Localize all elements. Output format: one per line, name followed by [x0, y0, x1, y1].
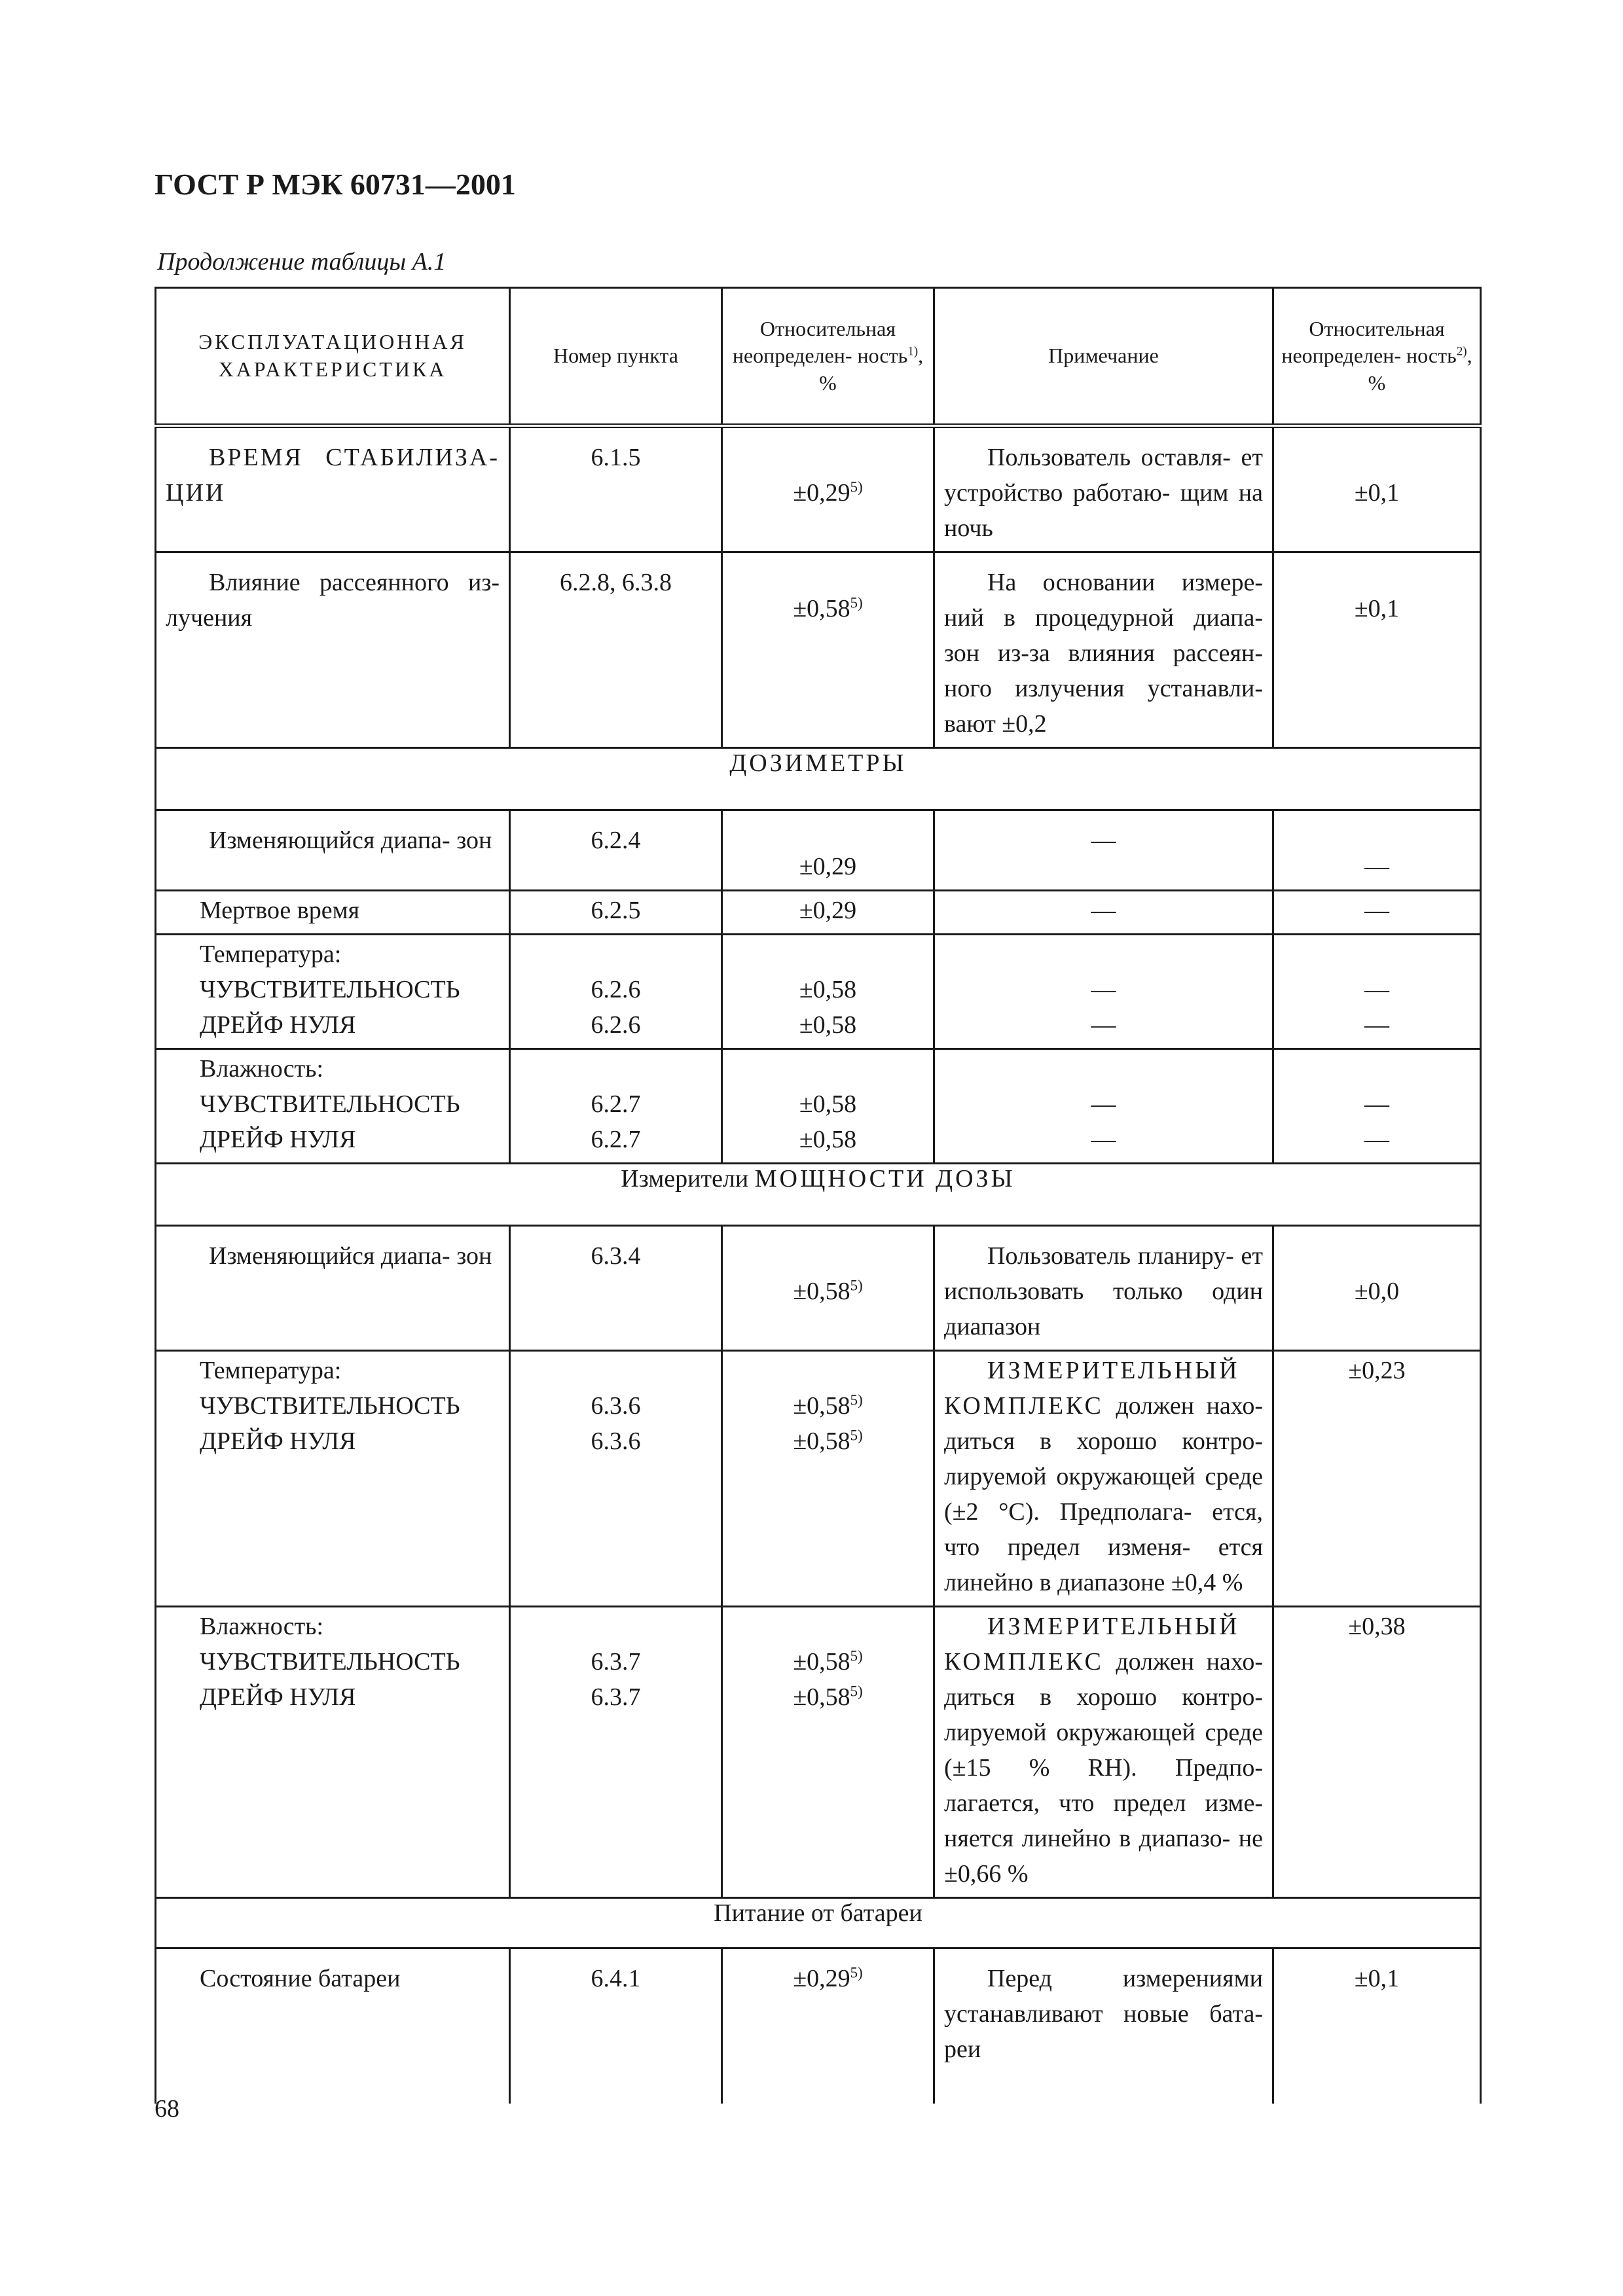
characteristic-cell: Влажность: ЧУВСТВИТЕЛЬНОСТЬ ДРЕЙФ НУЛЯ	[200, 1055, 460, 1153]
table-row	[156, 1351, 1481, 1607]
uncertainty2-cell: ±0,23	[1348, 1357, 1406, 1384]
uncertainty-cell: ±0,58 ±0,58	[799, 1090, 857, 1153]
uncertainty2-cell: ±0,38	[1348, 1613, 1406, 1640]
clause-cell: 6.2.8, 6.3.8	[560, 569, 672, 596]
uncertainty-cell: ±0,58 ±0,58	[799, 976, 857, 1039]
uncertainty-cell: $\pm 0,58^{5)}$ $\pm 0,58^{5)}$	[793, 1647, 863, 1711]
section-row	[156, 748, 1481, 810]
table-row	[156, 810, 1481, 891]
uncertainty-cell: $\pm 0,29^{5)}$	[793, 478, 863, 507]
header-uncertainty-2: Относительная неопределен- ность$^{2)}$, %	[1273, 288, 1481, 426]
header-clause: Номер пункта	[510, 288, 722, 426]
uncertainty2-cell: — —	[1364, 1090, 1389, 1153]
characteristic-cell: Изменяющийся диапа- зон	[209, 1242, 492, 1270]
characteristic-cell: Температура: ЧУВСТВИТЕЛЬНОСТЬ ДРЕЙФ НУЛЯ	[200, 941, 460, 1039]
note-cell: ИЗМЕРИТЕЛЬНЫЙ КОМПЛЕКС должен нахо- диться в хорошо контро- лируемой окружающей среде (±2 °С). Предполага- ется, что предел изменя- ется линейно в диапазоне ±0,4 %	[944, 1357, 1263, 1596]
characteristic-cell: Температура: ЧУВСТВИТЕЛЬНОСТЬ ДРЕЙФ НУЛЯ	[200, 1357, 460, 1455]
section-row	[156, 1898, 1481, 1948]
clause-cell: 6.3.6 6.3.6	[591, 1392, 641, 1455]
clause-cell: 6.2.5	[591, 897, 641, 924]
clause-cell: 6.2.6 6.2.6	[591, 976, 641, 1039]
uncertainty-cell: ±0,29	[799, 897, 857, 924]
note-cell: ИЗМЕРИТЕЛЬНЫЙ КОМПЛЕКС должен нахо- диться в хорошо контро- лируемой окружающей среде (±15 % RH). Предпо- лагается, что предел изме- няется линейно в диапазо- не ±0,66 %	[944, 1613, 1263, 1888]
table-row	[156, 1049, 1481, 1164]
table-header-row	[156, 288, 1481, 426]
characteristic-cell: Состояние батареи	[200, 1965, 401, 1992]
clause-cell: 6.4.1	[591, 1965, 641, 1992]
uncertainty2-cell: —	[1364, 853, 1389, 880]
header-note: Примечание	[934, 288, 1273, 426]
page-number: 68	[155, 2095, 179, 2123]
table-row	[156, 935, 1481, 1049]
uncertainty2-cell: ±0,1	[1354, 595, 1400, 622]
table-row	[156, 891, 1481, 935]
table-row	[156, 1948, 1481, 2104]
section-row	[156, 1164, 1481, 1226]
uncertainty-cell: $\pm 0,58^{5)}$ $\pm 0,58^{5)}$	[793, 1391, 863, 1455]
clause-cell: 6.1.5	[591, 444, 641, 471]
note-cell: —	[1091, 897, 1116, 924]
note-cell: Пользователь планиру- ет использовать только один диапазон	[944, 1242, 1263, 1340]
note-cell: — —	[1091, 1090, 1116, 1153]
uncertainty2-cell: — —	[1364, 976, 1389, 1039]
clause-cell: 6.3.7 6.3.7	[591, 1648, 641, 1711]
clause-cell: 6.2.4	[591, 827, 641, 854]
header-characteristic: ЭКСПЛУАТАЦИОННАЯ ХАРАКТЕРИСТИКА	[156, 288, 510, 426]
header-uncertainty-1: Относительная неопределен- ность$^{1)}$, %	[722, 288, 934, 426]
characteristic-cell: Влажность: ЧУВСТВИТЕЛЬНОСТЬ ДРЕЙФ НУЛЯ	[200, 1613, 460, 1711]
note-cell: —	[1091, 827, 1116, 854]
table-caption: Продолжение таблицы А.1	[157, 248, 447, 276]
note-cell: — —	[1091, 976, 1116, 1039]
uncertainty2-cell: ±0,0	[1354, 1278, 1400, 1305]
table-row	[156, 1226, 1481, 1351]
uncertainty2-cell: —	[1364, 897, 1389, 924]
uncertainty-table	[155, 287, 1482, 2104]
uncertainty-cell: $\pm 0,58^{5)}$	[793, 1277, 863, 1305]
uncertainty-cell: ±0,29	[799, 853, 857, 880]
section-title: Питание от батареи	[714, 1899, 922, 1927]
uncertainty-cell: $\pm 0,58^{5)}$	[793, 594, 863, 622]
note-cell: Пользователь оставля- ет устройство работаю- щим на ночь	[944, 444, 1263, 542]
characteristic-cell: Мертвое время	[200, 897, 360, 924]
table-row	[156, 426, 1481, 552]
uncertainty2-cell: ±0,1	[1354, 1965, 1400, 1992]
note-cell: Перед измерениями устанавливают новые бата- реи	[944, 1965, 1263, 2063]
characteristic-cell: Изменяющийся диапа- зон	[209, 827, 492, 854]
clause-cell: 6.2.7 6.2.7	[591, 1090, 641, 1153]
document-title: ГОСТ Р МЭК 60731—2001	[155, 168, 516, 201]
characteristic-cell: Влияние рассеянного из- лучения	[166, 569, 500, 632]
note-cell: На основании измере- ний в процедурной диапа- зон из-за влияния рассеян- ного излучения устанавли- вают ±0,2	[944, 569, 1263, 738]
uncertainty-cell: $\pm 0,29^{5)}$	[793, 1964, 863, 1992]
table-row	[156, 552, 1481, 748]
table-row	[156, 1607, 1481, 1898]
characteristic-cell: ВРЕМЯ СТАБИЛИЗА- ЦИИ	[166, 444, 500, 507]
clause-cell: 6.3.4	[591, 1242, 641, 1270]
section-title: ДОЗИМЕТРЫ	[729, 749, 907, 777]
uncertainty2-cell: ±0,1	[1354, 479, 1400, 507]
section-title: Измерители МОЩНОСТИ ДОЗЫ	[621, 1165, 1015, 1193]
